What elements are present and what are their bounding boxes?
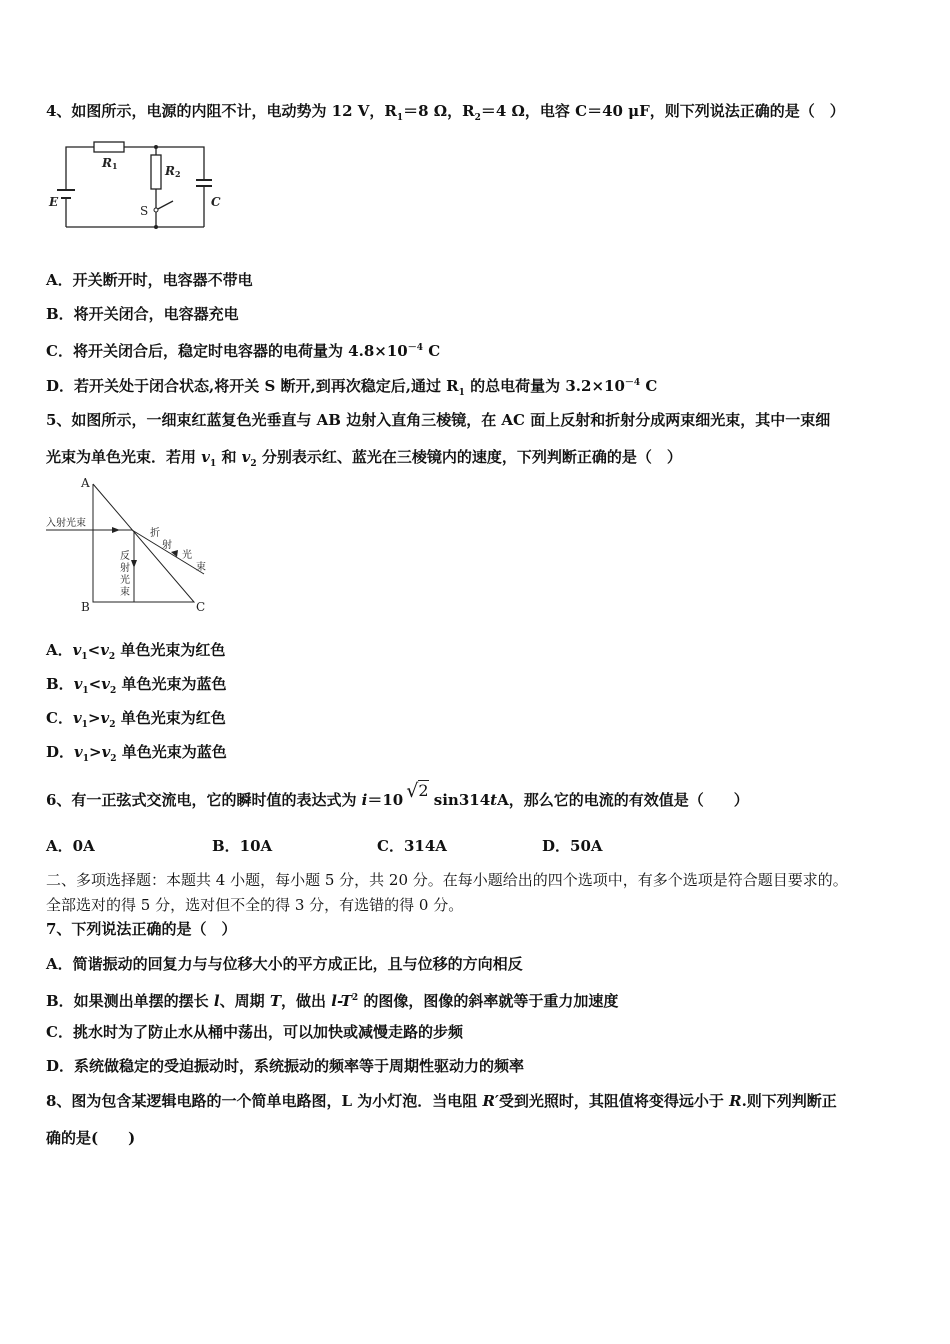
svg-text:光: 光 [182, 550, 192, 561]
q5-option-d: D．$v_1>v_2$ 单色光束为蓝色 [46, 743, 227, 764]
q4-stem: 4、如图所示，电源的内阻不计，电动势为 12 V，$R_1=8$ Ω，$R_2=4$ Ω，电容 C＝40 μF，则下列说法正确的是（ ） [46, 102, 845, 123]
q5-option-b: B．$v_1<v_2$ 单色光束为蓝色 [46, 675, 227, 696]
q5-stem-line2: 光束为单色光束．若用 $v_1$ 和 $v_2$ 分别表示红、蓝光在三棱镜内的速度，下列判断正确的是（ ） [46, 448, 682, 469]
q5-option-a: A．$v_1<v_2$ 单色光束为红色 [46, 641, 226, 662]
q4-option-d: D．若开关处于闭合状态,将开关 S 断开,到再次稳定后,通过 $R_1$ 的总电荷量为 $3.2\times 10^{-4}$ C [46, 377, 658, 398]
q7-option-b: B．如果测出单摆的摆长 l、周期 T，做出 $l-T^2$ 的图像，图像的斜率就等于重力加速度 [46, 992, 619, 1010]
q5-vertex-b: B [81, 600, 90, 614]
q5-vertex-c: C [196, 600, 206, 614]
q4-label-r1: R1 [102, 156, 118, 171]
q6-option-b: B．10A [212, 837, 273, 855]
q4-option-c: C．将开关闭合后，稳定时电容器的电荷量为 $4.8\times 10^{-4}$ C [46, 342, 441, 360]
q8-stem-line2: 确的是( ) [46, 1129, 136, 1147]
q4-label-e: E [49, 195, 59, 209]
q6-stem: 6、有一正弦式交流电，它的瞬时值的表达式为 i＝10 √2 sin314tA，那么它的电流的有效值是（ ） [46, 780, 749, 809]
q4-label-s: S [140, 204, 149, 218]
section2-heading-line2: 全部选对的得 5 分，选对但不全的得 3 分，有选错的得 0 分。 [46, 896, 464, 914]
q5-prism-diagram [46, 474, 216, 616]
q4-circuit-diagram [46, 135, 236, 235]
q6-option-a: A．0A [46, 837, 95, 855]
section2-heading-line1: 二、多项选择题：本题共 4 小题，每小题 5 分，共 20 分。在每小题给出的四个选项中，有多个选项是符合题目要求的。 [46, 871, 848, 889]
q7-option-c: C．挑水时为了防止水从桶中荡出，可以加快或减慢走路的步频 [46, 1023, 463, 1041]
svg-text:射: 射 [162, 540, 172, 551]
q5-stem-line1: 5、如图所示，一细束红蓝复色光垂直与 AB 边射入直角三棱镜，在 AC 面上反射和折射分成两束细光束，其中一束细 [46, 411, 831, 429]
svg-text:反: 反 [120, 551, 130, 562]
q7-option-a: A．简谐振动的回复力与与位移大小的平方成正比，且与位移的方向相反 [46, 955, 523, 973]
svg-text:折: 折 [150, 528, 160, 539]
sqrt-symbol: √ [406, 780, 419, 802]
q6-options [46, 835, 746, 855]
svg-text:射: 射 [120, 563, 130, 574]
q7-stem: 7、下列说法正确的是（ ） [46, 920, 237, 938]
q8-stem-line1: 8、图为包含某逻辑电路的一个简单电路图，L 为小灯泡．当电阻 R′受到光照时，其阻值将变得远小于 R.则下列判断正 [46, 1092, 837, 1110]
svg-text:光: 光 [120, 575, 130, 586]
q6-option-d: D．50A [542, 837, 603, 855]
q4-option-a: A．开关断开时，电容器不带电 [46, 271, 253, 289]
q6-option-c: C．314A [377, 837, 447, 855]
svg-text:束: 束 [196, 562, 206, 573]
q4-label-c: C [211, 195, 221, 209]
q4-option-b: B．将开关闭合，电容器充电 [46, 305, 239, 323]
q5-vertex-a: A [81, 476, 90, 490]
q5-incident-label: 入射光束 [46, 518, 86, 529]
svg-text:束: 束 [120, 587, 130, 598]
q4-label-r2: R2 [165, 164, 181, 179]
q7-option-d: D．系统做稳定的受迫振动时，系统振动的频率等于周期性驱动力的频率 [46, 1057, 525, 1075]
q5-option-c: C．$v_1>v_2$ 单色光束为红色 [46, 709, 226, 730]
